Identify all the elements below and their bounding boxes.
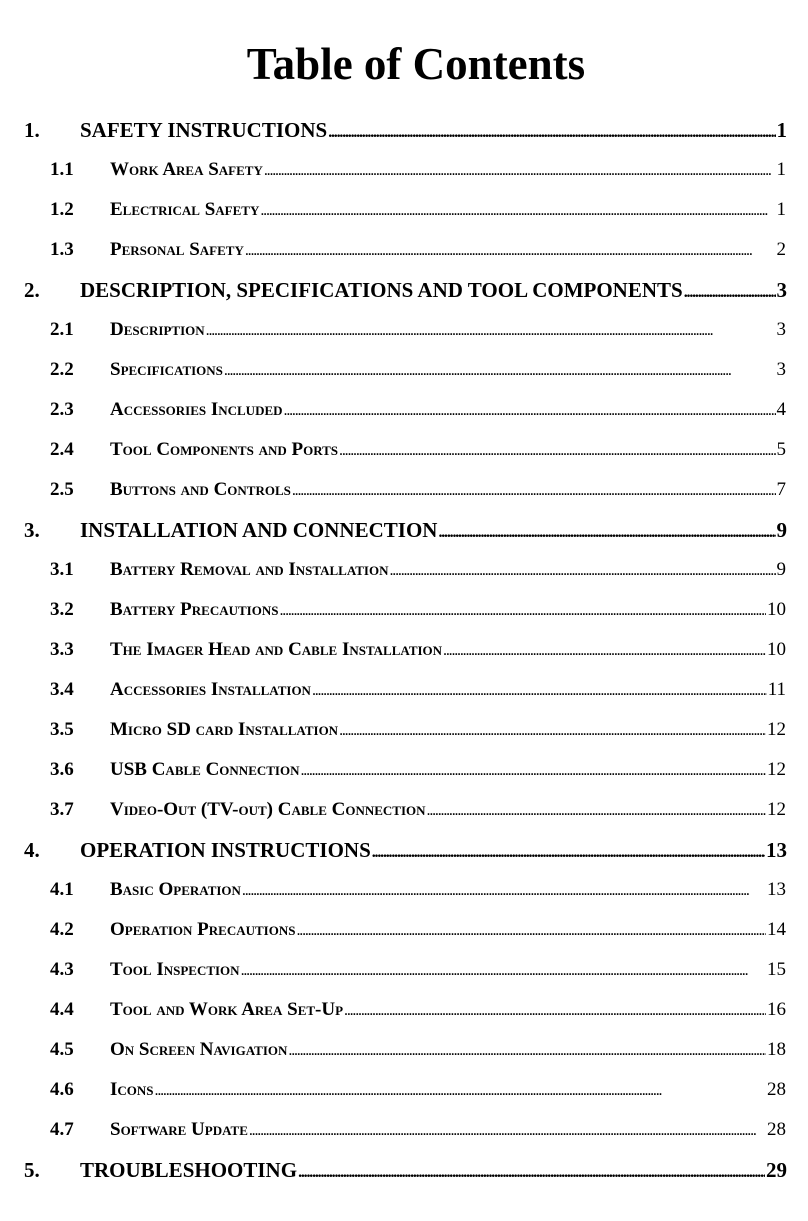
dot-leader [339, 717, 766, 745]
toc-entry-section-1-3[interactable] [50, 236, 786, 264]
toc-entry-section-2-5[interactable] [50, 476, 786, 504]
toc-entry-section-4-4[interactable] [50, 996, 786, 1024]
toc-entry-title: Operation Precautions [110, 919, 296, 940]
dot-leader [206, 317, 776, 345]
toc-entry-section-2-1[interactable] [50, 316, 786, 344]
toc-entry-page: 29 [766, 1158, 787, 1182]
toc-entry-page: 10 [767, 639, 786, 660]
dot-leader [438, 519, 775, 547]
toc-entry-title: Tool and Work Area Set-Up [110, 999, 344, 1020]
toc-entry-number: 4.4 [50, 999, 74, 1020]
toc-entry-title: Specifications [110, 359, 223, 380]
dot-leader [312, 677, 767, 705]
toc-entry-title: Battery Removal and Installation [110, 559, 389, 580]
toc-entry-page: 3 [776, 359, 786, 380]
toc-entry-number: 4. [24, 838, 40, 862]
toc-entry-number: 3.4 [50, 679, 74, 700]
toc-entry-section-3-6[interactable] [50, 756, 786, 784]
toc-entry-title: Video-Out (TV-out) Cable Connection [110, 799, 426, 820]
toc-entry-title: On Screen Navigation [110, 1039, 288, 1060]
dot-leader [279, 597, 766, 625]
dot-leader [427, 797, 766, 825]
toc-entry-page: 12 [767, 719, 786, 740]
toc-entry-section-3-1[interactable] [50, 556, 786, 584]
toc-entry-page: 1 [776, 199, 786, 220]
toc-entry-page: 3 [776, 319, 786, 340]
toc-entry-page: 2 [776, 239, 786, 260]
toc-entry-title: Tool Components and Ports [110, 439, 339, 460]
dot-leader [300, 757, 766, 785]
toc-entry-page: 3 [776, 278, 787, 302]
toc-entry-section-3-4[interactable] [50, 676, 786, 704]
toc-entry-number: 4.1 [50, 879, 74, 900]
toc-entry-page: 14 [767, 919, 786, 940]
toc-entry-title: INSTALLATION AND CONNECTION [80, 518, 438, 542]
toc-entry-number: 1.1 [50, 159, 74, 180]
toc-entry-section-4-1[interactable] [50, 876, 786, 904]
toc-entry-section-2-4[interactable] [50, 436, 786, 464]
toc-entry-number: 1.2 [50, 199, 74, 220]
toc-entry-section-4-5[interactable] [50, 1036, 786, 1064]
toc-entry-page: 7 [776, 479, 786, 500]
toc-entry-section-3-7[interactable] [50, 796, 786, 824]
toc-entry-number: 4.6 [50, 1079, 74, 1100]
toc-entry-section-5[interactable] [24, 1156, 787, 1184]
toc-entry-number: 4.2 [50, 919, 74, 940]
toc-entry-section-3-5[interactable] [50, 716, 786, 744]
toc-entry-number: 3.2 [50, 599, 74, 620]
toc-entry-number: 2.2 [50, 359, 74, 380]
toc-entry-title: Micro SD card Installation [110, 719, 339, 740]
dot-leader [242, 877, 766, 905]
dot-leader [296, 917, 766, 945]
dot-leader [249, 1117, 766, 1145]
toc-entry-section-1[interactable] [24, 116, 787, 144]
toc-entry-title: Basic Operation [110, 879, 241, 900]
toc-entry-page: 10 [767, 599, 786, 620]
toc-entry-page: 13 [767, 879, 786, 900]
toc-entry-page: 12 [767, 759, 786, 780]
dot-leader [264, 157, 776, 185]
toc-entry-title: OPERATION INSTRUCTIONS [80, 838, 371, 862]
toc-entry-page: 11 [767, 679, 786, 700]
toc-entry-section-4-3[interactable] [50, 956, 786, 984]
toc-entry-title: Tool Inspection [110, 959, 240, 980]
toc-entry-page: 5 [776, 439, 786, 460]
toc-entry-page: 1 [776, 118, 787, 142]
toc-entry-title: The Imager Head and Cable Installation [110, 639, 443, 660]
dot-leader [241, 957, 766, 985]
toc-entry-number: 2.1 [50, 319, 74, 340]
toc-entry-number: 4.3 [50, 959, 74, 980]
toc-entry-page: 1 [776, 159, 786, 180]
toc-entry-section-4-2[interactable] [50, 916, 786, 944]
toc-entry-page: 4 [776, 399, 786, 420]
toc-entry-section-4-6[interactable] [50, 1076, 786, 1104]
toc-entry-title: USB Cable Connection [110, 759, 300, 780]
toc-entry-title: Personal Safety [110, 239, 244, 260]
dot-leader [372, 839, 765, 867]
toc-entry-number: 1. [24, 118, 40, 142]
dot-leader [298, 1159, 765, 1187]
toc-entry-number: 3.3 [50, 639, 74, 660]
page-title: Table of Contents [246, 39, 586, 89]
toc-entry-page: 9 [776, 559, 786, 580]
dot-leader [339, 437, 775, 465]
toc-entry-page: 18 [767, 1039, 786, 1060]
dot-leader [684, 279, 776, 307]
toc-entry-section-4-7[interactable] [50, 1116, 786, 1144]
dot-leader [284, 397, 776, 425]
toc-entry-number: 3. [24, 518, 40, 542]
dot-leader [328, 119, 775, 147]
toc-entry-title: Software Update [110, 1119, 248, 1140]
toc-entry-number: 3.7 [50, 799, 74, 820]
toc-entry-title: Description [110, 319, 205, 340]
toc-entry-section-1-1[interactable] [50, 156, 786, 184]
toc-entry-title: SAFETY INSTRUCTIONS [80, 118, 328, 142]
toc-entry-number: 4.5 [50, 1039, 74, 1060]
toc-entry-page: 28 [767, 1119, 786, 1140]
toc-entry-number: 3.5 [50, 719, 74, 740]
toc-entry-title: Accessories Included [110, 399, 283, 420]
toc-entry-number: 2.5 [50, 479, 74, 500]
toc-entry-page: 13 [766, 838, 787, 862]
toc-entry-section-2-3[interactable] [50, 396, 786, 424]
dot-leader [245, 237, 776, 265]
dot-leader [390, 557, 776, 585]
dot-leader [288, 1037, 766, 1065]
toc-entry-section-2[interactable] [24, 276, 787, 304]
toc-entry-number: 4.7 [50, 1119, 74, 1140]
toc-entry-number: 3.1 [50, 559, 74, 580]
toc-entry-title: Work Area Safety [110, 159, 263, 180]
toc-entry-section-2-2[interactable] [50, 356, 786, 384]
dot-leader [292, 477, 776, 505]
toc-entry-title: Icons [110, 1079, 154, 1100]
dot-leader [224, 357, 776, 385]
toc-entry-number: 2.3 [50, 399, 74, 420]
toc-entry-section-4[interactable] [24, 836, 787, 864]
toc-entry-number: 3.6 [50, 759, 74, 780]
toc-entry-page: 16 [767, 999, 786, 1020]
toc-entry-title: Accessories Installation [110, 679, 311, 700]
toc-entry-title: Electrical Safety [110, 199, 260, 220]
toc-entry-page: 28 [767, 1079, 786, 1100]
toc-entry-page: 9 [776, 518, 787, 542]
toc-entry-number: 1.3 [50, 239, 74, 260]
toc-entry-section-3-2[interactable] [50, 596, 786, 624]
dot-leader [155, 1077, 766, 1105]
toc-entry-page: 12 [767, 799, 786, 820]
toc-entry-number: 2.4 [50, 439, 74, 460]
dot-leader [344, 997, 766, 1025]
toc-entry-title: Buttons and Controls [110, 479, 291, 500]
toc-entry-section-1-2[interactable] [50, 196, 786, 224]
toc-entry-number: 2. [24, 278, 40, 302]
toc-entry-section-3-3[interactable] [50, 636, 786, 664]
toc-entry-title: DESCRIPTION, SPECIFICATIONS AND TOOL COMPONENTS [80, 278, 683, 302]
toc-entry-title: TROUBLESHOOTING [80, 1158, 298, 1182]
toc-entry-page: 15 [767, 959, 786, 980]
toc-entry-number: 5. [24, 1158, 40, 1182]
toc-entry-title: Battery Precautions [110, 599, 279, 620]
dot-leader [260, 197, 775, 225]
dot-leader [443, 637, 766, 665]
toc-entry-section-3[interactable] [24, 516, 787, 544]
